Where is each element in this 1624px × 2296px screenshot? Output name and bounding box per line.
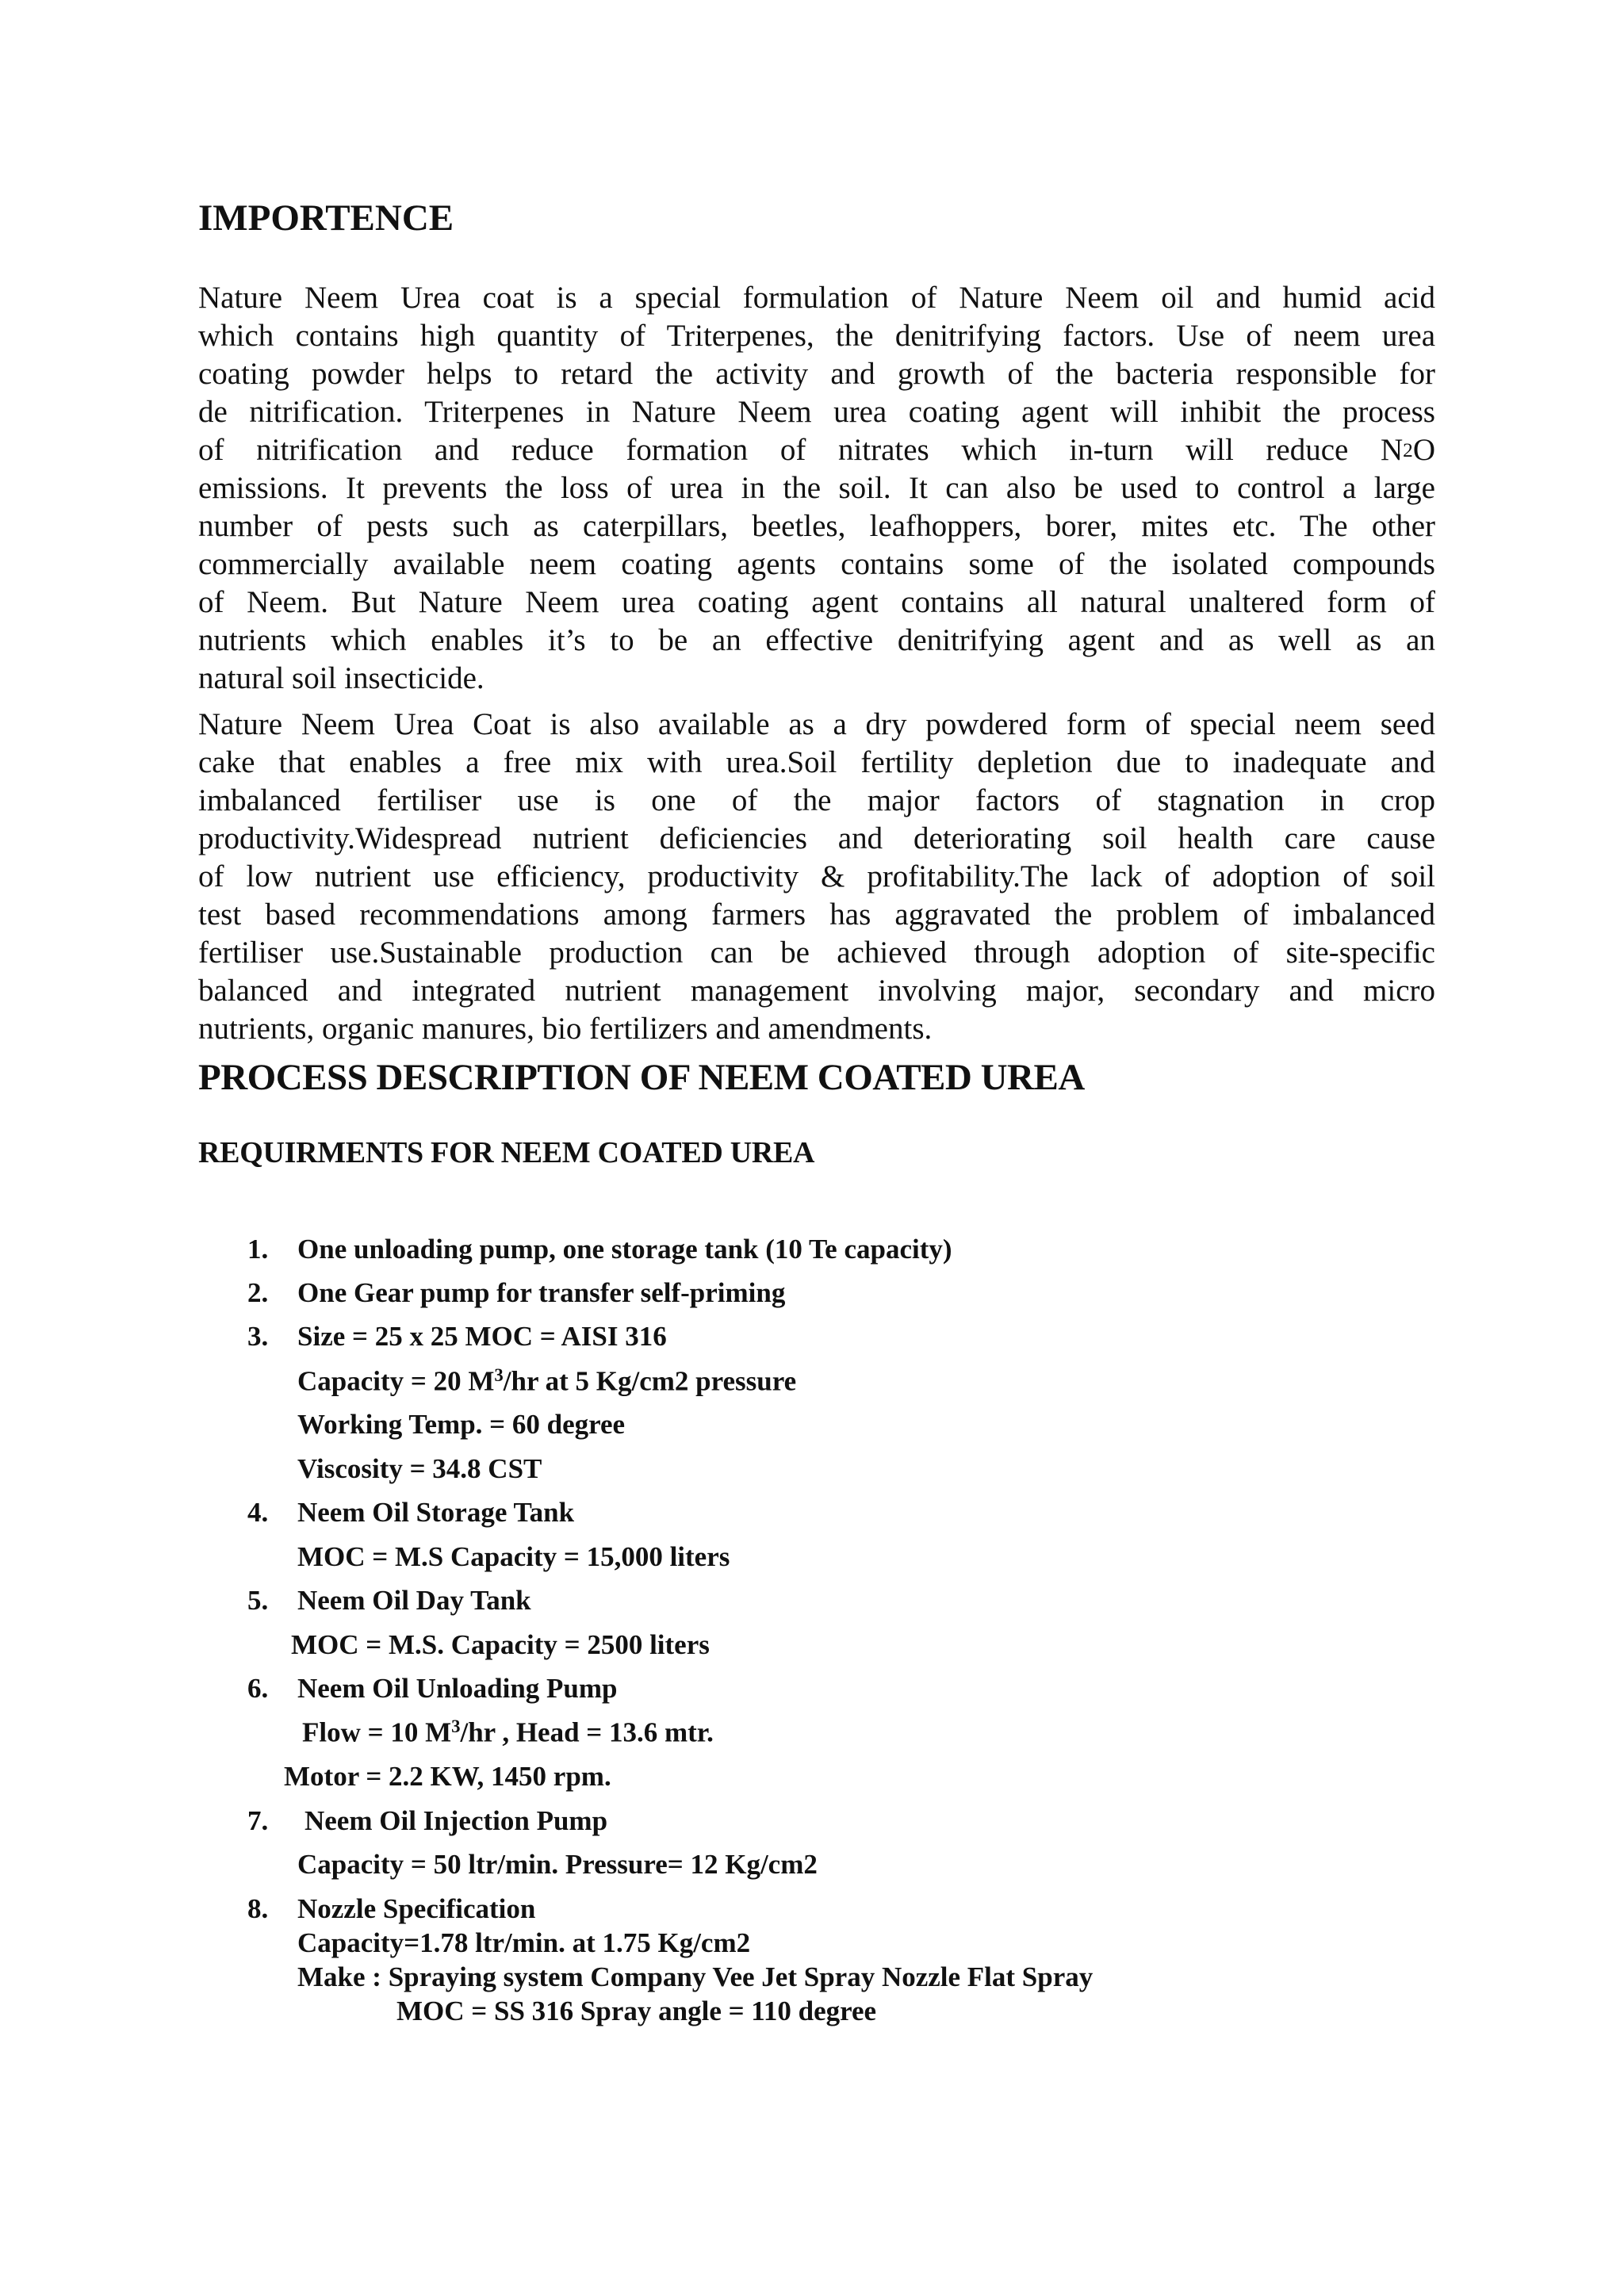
- text-line-n2o: [198, 431, 1435, 469]
- list-number: 4.: [247, 1497, 269, 1528]
- n2o-subscript: 2: [1403, 439, 1413, 461]
- detail-text: Capacity = 20 M: [297, 1365, 495, 1397]
- text-line-body: of nitrification and reduce formation of nitrates which in-turn will reduce N: [198, 433, 1404, 467]
- list-detail: Capacity=1.78 ltr/min. at 1.75 Kg/cm2: [297, 1927, 751, 1958]
- list-number: 5.: [247, 1585, 269, 1616]
- list-item: Neem Oil Storage Tank: [297, 1497, 575, 1528]
- list-detail: Motor = 2.2 KW, 1450 rpm.: [284, 1761, 611, 1792]
- list-number: 7.: [247, 1805, 269, 1836]
- list-detail: MOC = M.S Capacity = 15,000 liters: [297, 1541, 730, 1572]
- n2o-tail: O: [1412, 433, 1435, 467]
- text-line: Nature Neem Urea coat is a special formulation of Nature Neem oil and humid acid: [198, 281, 1435, 315]
- text-line: nutrients, organic manures, bio fertilizers and amendments.: [198, 1012, 933, 1046]
- superscript: 3: [451, 1716, 461, 1736]
- section-title-importance: IMPORTENCE: [198, 197, 454, 239]
- text-line: cake that enables a free mix with urea.Soil fertility depletion due to inadequate and: [198, 745, 1435, 779]
- text-line: fertiliser use.Sustainable production can be achieved through adoption of site-specific: [198, 936, 1435, 970]
- list-detail: [297, 1365, 796, 1397]
- text-line: nutrients which enables it’s to be an effective denitrifying agent and as well as an: [198, 623, 1435, 657]
- text-line: productivity.Widespread nutrient deficiencies and deteriorating soil health care cause: [198, 821, 1435, 855]
- text-line: natural soil insecticide.: [198, 661, 485, 695]
- list-item: One Gear pump for transfer self-priming: [297, 1277, 786, 1308]
- list-item: Neem Oil Day Tank: [297, 1585, 531, 1616]
- list-item: Neem Oil Injection Pump: [304, 1805, 608, 1836]
- text-line: emissions. It prevents the loss of urea in the soil. It can also be used to control a large: [198, 471, 1435, 505]
- detail-text: /hr , Head = 13.6 mtr.: [460, 1716, 714, 1748]
- list-detail: MOC = SS 316 Spray angle = 110 degree: [396, 1996, 877, 2026]
- detail-text: Flow = 10 M: [302, 1716, 452, 1748]
- list-detail: Make : Spraying system Company Vee Jet Spray Nozzle Flat Spray: [297, 1961, 1094, 1992]
- section-title-process: PROCESS DESCRIPTION OF NEEM COATED UREA: [198, 1057, 1085, 1098]
- list-item: Size = 25 x 25 MOC = AISI 316: [297, 1321, 667, 1352]
- text-line: commercially available neem coating agents contains some of the isolated compounds: [198, 547, 1435, 581]
- text-line: imbalanced fertiliser use is one of the major factors of stagnation in crop: [198, 783, 1435, 817]
- superscript: 3: [494, 1365, 504, 1385]
- list-detail: Capacity = 50 ltr/min. Pressure= 12 Kg/cm2: [297, 1849, 818, 1880]
- list-detail: Viscosity = 34.8 CST: [297, 1453, 542, 1484]
- list-number: 3.: [247, 1321, 269, 1352]
- detail-text: /hr at 5 Kg/cm2 pressure: [503, 1365, 797, 1397]
- text-line: balanced and integrated nutrient management involving major, secondary and micro: [198, 974, 1435, 1008]
- text-line: of Neem. But Nature Neem urea coating agent contains all natural unaltered form of: [198, 585, 1435, 619]
- text-line: number of pests such as caterpillars, beetles, leafhoppers, borer, mites etc. The other: [198, 509, 1435, 543]
- list-detail: Working Temp. = 60 degree: [297, 1409, 626, 1440]
- text-line: de nitrification. Triterpenes in Nature Neem urea coating agent will inhibit the process: [198, 395, 1435, 429]
- text-line: of low nutrient use efficiency, productivity & profitability.The lack of adoption of soil: [198, 859, 1435, 894]
- list-number: 2.: [247, 1277, 269, 1308]
- text-line: coating powder helps to retard the activity and growth of the bacteria responsible for: [198, 357, 1435, 391]
- list-detail: MOC = M.S. Capacity = 2500 liters: [291, 1629, 710, 1660]
- list-number: 8.: [247, 1893, 269, 1924]
- text-line: Nature Neem Urea Coat is also available as a dry powdered form of special neem seed: [198, 707, 1435, 741]
- list-item: Nozzle Specification: [297, 1893, 536, 1924]
- text-line: which contains high quantity of Triterpenes, the denitrifying factors. Use of neem urea: [198, 319, 1435, 353]
- list-number: 1.: [247, 1234, 269, 1265]
- section-subtitle-requirements: REQUIRMENTS FOR NEEM COATED UREA: [198, 1136, 815, 1169]
- list-number: 6.: [247, 1673, 269, 1704]
- list-item: One unloading pump, one storage tank (10 Te capacity): [297, 1234, 952, 1265]
- list-detail: [302, 1716, 714, 1748]
- text-line: test based recommendations among farmers has aggravated the problem of imbalanced: [198, 897, 1435, 932]
- list-item: Neem Oil Unloading Pump: [297, 1673, 618, 1704]
